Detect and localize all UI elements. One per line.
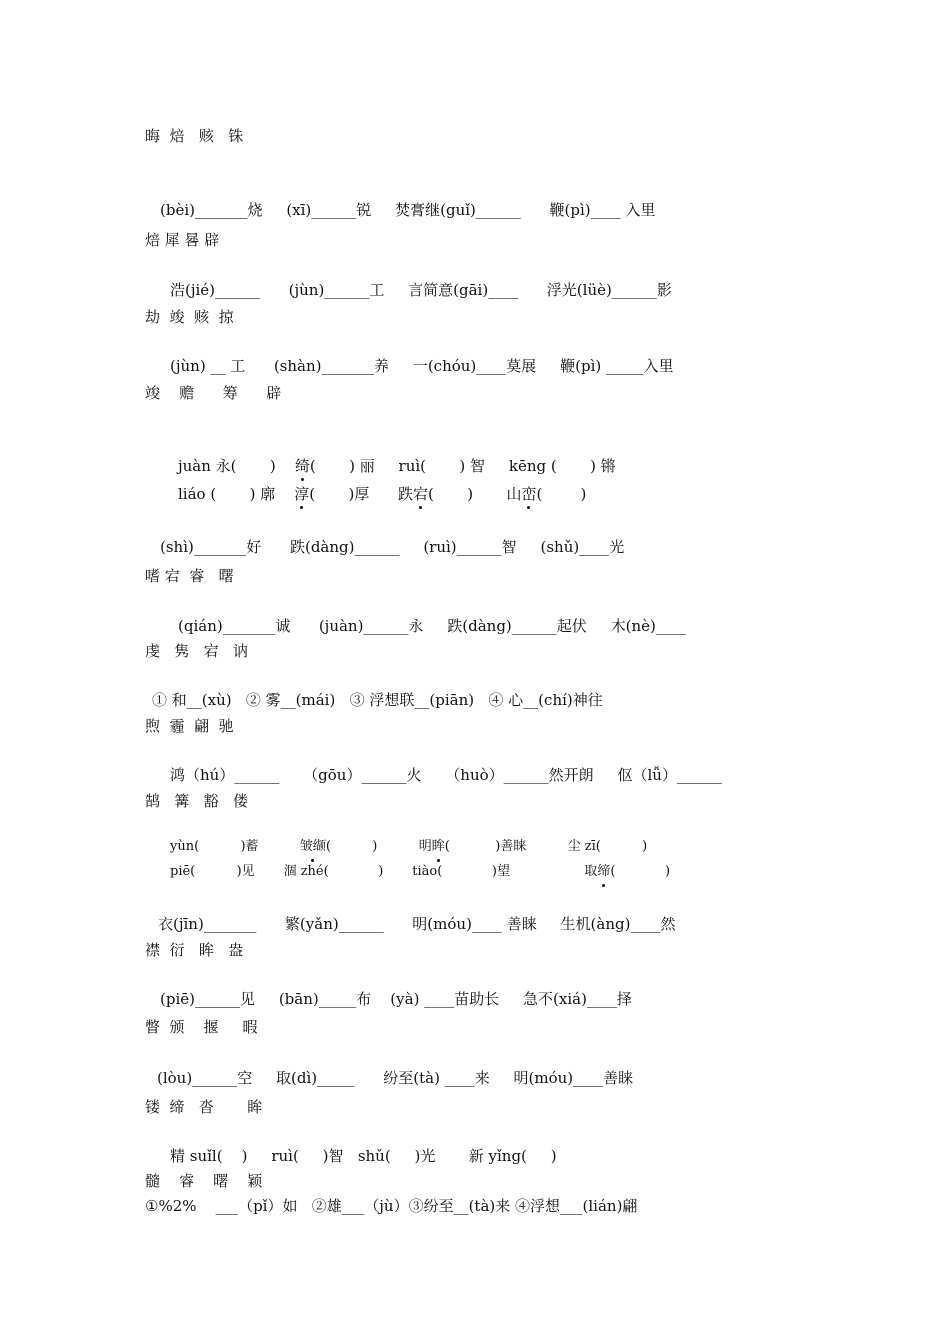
text-segment: ( )善睐 尘 zī( ) <box>444 839 648 854</box>
text-segment: ( ) <box>536 485 587 503</box>
emphasis-char: 淳 <box>294 485 310 503</box>
dotted-char-line-1 <box>178 456 616 476</box>
text-segment: ( ) 丽 ruì( ) 智 kēng ( ) 锵 <box>309 457 616 475</box>
answer-line-5: 虔 隽 宕 讷 <box>145 642 248 660</box>
answer-line-9: 瞥 颁 揠 暇 <box>145 1018 258 1036</box>
dotted-char-line-3 <box>170 837 647 857</box>
text-segment: liáo ( ) 廓 <box>178 485 295 503</box>
text-segment: piē( )见 涸 zhé( ) tiào( )望 取 <box>170 864 598 879</box>
pinyin-fill-line-4: (shì)_______好 跌(dàng)______ (ruì)______智 (shǔ)____光 <box>160 538 625 556</box>
emphasis-char: 峦 <box>521 485 537 503</box>
pinyin-fill-line-3: (jùn) __ 工 (shàn)_______养 一(chóu)____莫展 鞭(pì) _____入里 <box>170 357 674 375</box>
answer-line-6: 煦 霾 翩 驰 <box>145 717 234 735</box>
emphasis-char: 眸 <box>432 837 445 857</box>
pinyin-fill-line-6: 鸿（hú）______ （gōu）______火 （huò）______然开朗 伛（lǚ）______ <box>170 766 722 784</box>
dotted-char-line-2 <box>178 484 586 504</box>
pinyin-fill-line-2: 浩(jié)______ (jùn)______工 言简意(gāi)____ 浮光(lüè)______影 <box>170 281 672 299</box>
text-segment: ( ) 明 <box>325 839 432 854</box>
emphasis-char: 皱缬 <box>300 837 326 857</box>
dotted-char-line-4 <box>170 862 670 882</box>
answer-line-8: 襟 衍 眸 盎 <box>145 941 244 959</box>
answer-line-1: 焙 犀 晷 辟 <box>145 231 220 249</box>
emphasis-char: 宕 <box>412 485 428 503</box>
text-segment: yùn( )蓄 <box>170 839 300 854</box>
text-segment: ( ) 山 <box>428 485 522 503</box>
text-segment: ( ) <box>610 864 671 879</box>
answer-line-3: 竣 赡 筹 辟 <box>145 384 282 402</box>
numbered-fill-line-2: ①%2% ___（pǐ）如 ②雄___（jù）③纷至__(tà)来 ④浮想___(lián)翩 <box>145 1197 638 1215</box>
pinyin-fill-line-8: (piē)______见 (bān)_____布 (yà) ____苗助长 急不(xiá)____择 <box>160 990 632 1008</box>
answer-line-4: 嗜 宕 睿 曙 <box>145 567 234 585</box>
emphasis-char: 缔 <box>597 862 610 882</box>
text-segment: ( )厚 跌 <box>309 485 413 503</box>
answer-line-7: 鹄 篝 豁 偻 <box>145 792 248 810</box>
pinyin-fill-line-1: (bèi)_______烧 (xī)______锐 焚膏继(guǐ)______ 鞭(pì)____ 入里 <box>160 201 656 219</box>
pinyin-fill-line-10: 精 suǐl( ) ruì( )智 shǔ( )光 新 yǐng( ) <box>170 1147 557 1165</box>
pinyin-fill-line-9: (lòu)______空 取(dì)_____ 纷至(tà) ____来 明(móu)____善睐 <box>157 1069 634 1087</box>
answer-line-10: 镂 缔 沓 眸 <box>145 1098 263 1116</box>
vocab-line-1: 晦 焙 赅 铢 <box>145 127 244 145</box>
answer-line-11: 髓 睿 曙 颖 <box>145 1172 263 1190</box>
answer-line-2: 劫 竣 赅 掠 <box>145 308 234 326</box>
text-segment: juàn 永( ) <box>178 457 295 475</box>
pinyin-fill-line-7: 衣(jīn)_______ 繁(yǎn)______ 明(móu)____ 善睐 生机(àng)____然 <box>158 915 676 933</box>
emphasis-char: 绮 <box>294 457 310 475</box>
numbered-fill-line-1: ① 和__(xù) ② 雾__(mái) ③ 浮想联__(piān) ④ 心__(chí)神往 <box>152 691 603 709</box>
pinyin-fill-line-5: (qián)_______诚 (juàn)______永 跌(dàng)______起伏 木(nè)____ <box>178 617 686 635</box>
